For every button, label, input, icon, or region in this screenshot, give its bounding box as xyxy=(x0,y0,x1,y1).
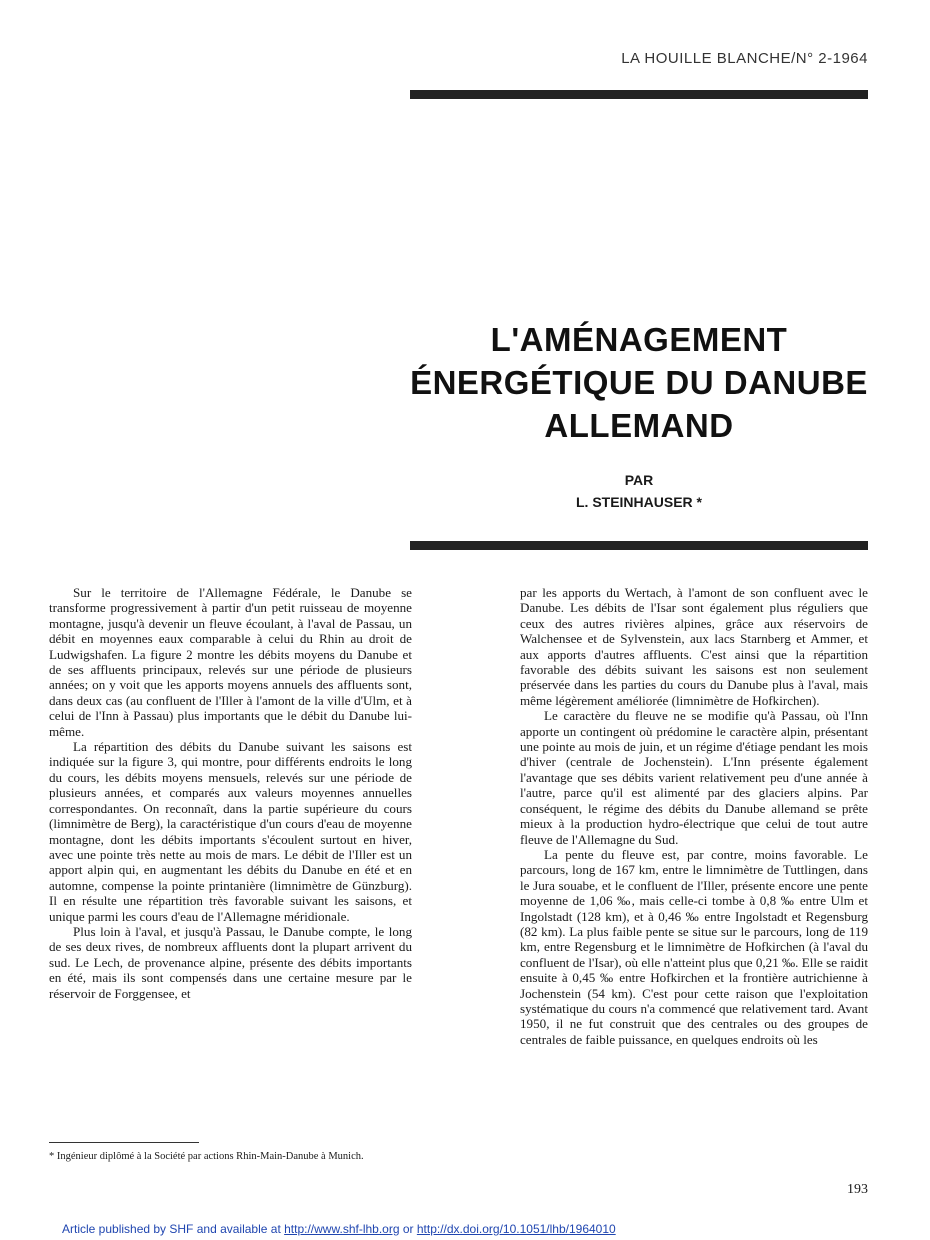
left-column xyxy=(49,585,412,1001)
bottom-rule xyxy=(410,541,868,550)
byline-par: PAR xyxy=(624,472,654,488)
page-number: 193 xyxy=(847,1182,868,1197)
paragraph: La répartition des débits du Danube suivant les saisons est indiquée sur la figure 3, qui montre, pour différents endroits le long du cours, les débits moyens mensuels, relevés sur une période de plusieurs années, et comparés aux valeurs moyennes annuelles correspondantes. On reconnaît, dans la partie supérieure du cours (limnimètre de Berg), la caractéristique d'un cours d'eau de moyenne montagne, dont les débits importants s'écoulent surtout en hiver, avec une pointe très nette au mois de mars. Le débit de l'Iller est un apport alpin qui, en augmentant les débits du Danube en été et en automne, compense la pointe printanière (limnimètre de Günzburg). Il en résulte une répartition très favorable suivant les saisons, et unique parmi les cours d'eau de l'Allemagne méridionale. xyxy=(49,739,412,924)
article-title xyxy=(410,318,868,447)
paragraph: par les apports du Wertach, à l'amont de son confluent avec le Danube. Les débits de l'Isar sont également plus réguliers que ceux des autres rivières alpines, grâce aux réservoirs de Walchensee et de Sylvenstein, aux lacs Starnberg et Ammer, et aux apports d'autres affluents. C'est ainsi que la répartition favorable des débits suivant les saisons est non seulement préservée dans les parties du cours du Danube plus à l'aval, mais même légèrement améliorée (limnimètre de Hofkirchen). xyxy=(520,585,868,708)
publisher-prefix: Article published by SHF and available at xyxy=(62,1222,285,1236)
footnote-rule xyxy=(49,1142,199,1143)
title-line-3: ALLEMAND xyxy=(544,407,734,444)
paragraph: Sur le territoire de l'Allemagne Fédérale, le Danube se transforme progressivement à partir d'un petit ruisseau de moyenne montagne, jusqu'à devenir un fleuve écoulant, à l'aval de Passau, un débit en moyennes eaux comparable à celui du Rhin au droit de Ludwigshafen. La figure 2 montre les débits moyens du Danube et de ses affluents principaux, relevés sur une période de plusieurs années; on y voit que les apports moyens annuels des affluents sont, dans deux cas (au confluent de l'Iller à l'amont de la ville d'Ulm, et à celui de l'Inn à Passau) plus importants que le débit du Danube lui-même. xyxy=(49,585,412,739)
title-line-2: ÉNERGÉTIQUE DU DANUBE xyxy=(410,364,868,401)
byline xyxy=(410,469,868,513)
paragraph: Plus loin à l'aval, et jusqu'à Passau, le Danube compte, le long de ses deux rives, de nombreux affluents dont la plupart arrivent du sud. Le Lech, de provenance alpine, présente des débits importants en été, mais ils sont compensés dans une certaine mesure par le réservoir de Forggensee, et xyxy=(49,923,412,1001)
author-name: L. STEINHAUSER * xyxy=(575,494,702,510)
paragraph: La pente du fleuve est, par contre, moins favorable. Le parcours, long de 167 km, entre le limnimètre de Tuttlingen, dans le Jura souabe, et le confluent de l'Iller, présente encore une pente moyenne de 1,06 ‰, mais celle-ci tombe à 0,8 ‰ entre Ulm et Ingolstadt (128 km), et à 0,46 ‰ entre Ingolstadt et Regensburg (82 km). La plus faible pente se situe sur le parcours, long de 119 km, entre Regensburg et le limnimètre de Hofkirchen (à l'aval du confluent de l'Isar), où elle n'atteint plus que 0,21 ‰. Elle se raidit ensuite à 0,45 ‰ entre Hofkirchen et la frontière autrichienne à Jochenstein (54 km). C'est pour cette raison que l'exploitation systématique du cours n'a commencé que relativement tard. Avant 1950, il ne fut construit que des centrales ou des groupes de centrales de faible puissance, en quelques endroits où les xyxy=(520,846,868,1047)
doi-link[interactable]: http://dx.doi.org/10.1051/lhb/1964010 xyxy=(416,1222,616,1236)
footnote: * Ingénieur diplômé à la Société par actions Rhin-Main-Danube à Munich. xyxy=(49,1151,364,1162)
top-rule xyxy=(410,90,868,99)
shf-link[interactable]: http://www.shf-lhb.org xyxy=(284,1222,400,1236)
running-header: LA HOUILLE BLANCHE/N° 2-1964 xyxy=(621,50,868,67)
title-line-1: L'AMÉNAGEMENT xyxy=(490,321,788,358)
right-column xyxy=(520,585,868,1047)
paragraph: Le caractère du fleuve ne se modifie qu'à Passau, où l'Inn apporte un contingent où prédomine le caractère alpin, présentant une pointe au mois de juin, et un régime d'étiage pendant les mois d'hiver (centrale de Jochenstein). L'Inn présente également l'avantage que ses débits varient relativement peu d'une année à l'autre, parce qu'il est alimenté par des glaciers alpins. Par conséquent, le régime des débits du Danube allemand se prête mieux à la production hydro-électrique que celui de tout autre fleuve de l'Allemagne du Sud. xyxy=(520,708,868,847)
publisher-line xyxy=(62,1222,616,1236)
publisher-or: or xyxy=(399,1222,417,1236)
